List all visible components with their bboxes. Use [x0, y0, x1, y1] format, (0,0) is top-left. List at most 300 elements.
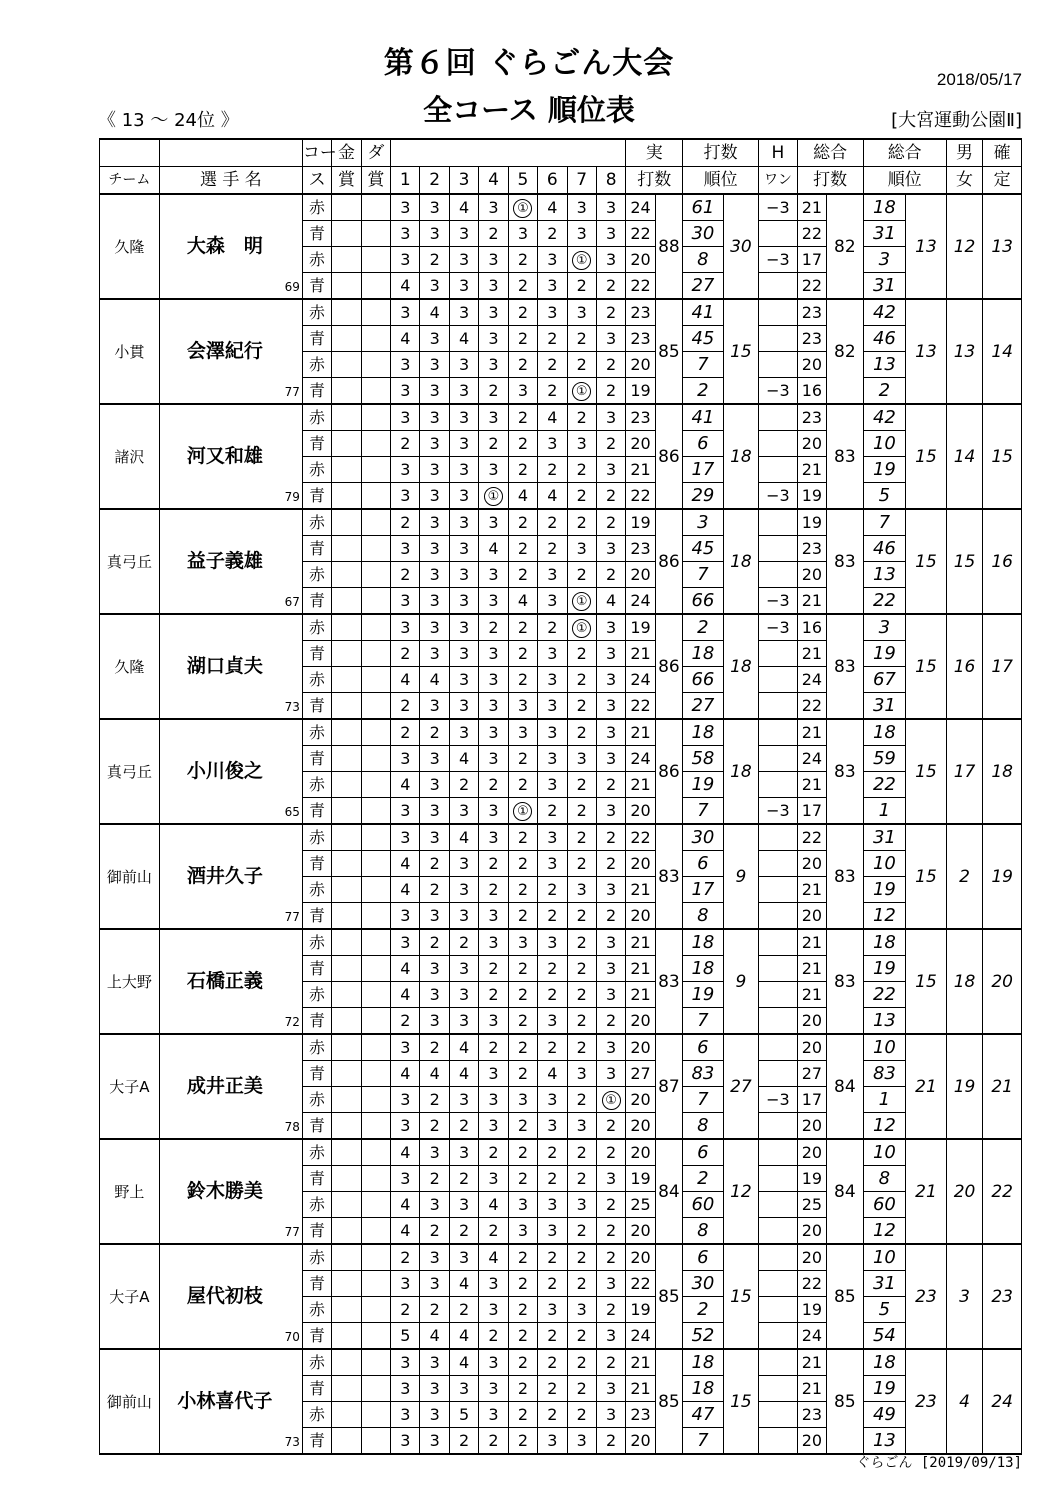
total-rank: 15 — [906, 824, 947, 929]
round-rank: 7 — [683, 1087, 724, 1113]
hole-in-one-bonus — [759, 693, 798, 720]
gold-cell — [332, 1087, 361, 1113]
da-cell — [361, 352, 390, 378]
hole-score: 2 — [538, 1244, 567, 1271]
gender-rank: 3 — [946, 1244, 983, 1349]
round-rank: 6 — [683, 1034, 724, 1061]
total-strokes: 83 — [827, 404, 864, 509]
player-name: 会澤紀行 — [186, 339, 263, 362]
course-cell: 赤 — [302, 404, 331, 431]
da-cell — [361, 194, 390, 221]
hole-score: 2 — [567, 1271, 596, 1297]
hole-score: 3 — [538, 1428, 567, 1455]
actual-total: 83 — [655, 929, 682, 1034]
actual-total: 88 — [655, 194, 682, 299]
adjusted-rank: 60 — [863, 1192, 906, 1218]
adjusted-rank: 10 — [863, 1034, 906, 1061]
total-rank: 15 — [906, 719, 947, 824]
hole-in-one-bonus — [759, 1244, 798, 1271]
gender-rank: 12 — [946, 194, 983, 299]
round-rank: 52 — [683, 1323, 724, 1350]
strokes-rank: 15 — [723, 299, 759, 404]
player-name: 河又和雄 — [186, 444, 263, 467]
hole-score: 3 — [596, 457, 625, 483]
round-sum: 20 — [626, 352, 655, 378]
hole-score: 3 — [538, 1218, 567, 1245]
hole-score: 4 — [391, 273, 420, 300]
da-cell — [361, 1218, 390, 1245]
hole-score: 2 — [508, 431, 537, 457]
round-sum: 24 — [626, 667, 655, 693]
adjusted-rank: 54 — [863, 1323, 906, 1350]
gold-cell — [332, 326, 361, 352]
hole-score: 3 — [449, 562, 478, 588]
hole-score: 2 — [567, 1139, 596, 1166]
total-rank: 23 — [906, 1244, 947, 1349]
hole-score: 3 — [596, 1034, 625, 1061]
hole-in-one-bonus — [759, 903, 798, 930]
hole-score: 2 — [508, 641, 537, 667]
hole-score: 4 — [391, 1192, 420, 1218]
adjusted-sum: 21 — [797, 772, 826, 798]
actual-total: 86 — [655, 509, 682, 614]
round-rank: 6 — [683, 851, 724, 877]
hole-in-one-bonus — [759, 1218, 798, 1245]
gold-cell — [332, 536, 361, 562]
final-rank: 14 — [983, 299, 1022, 404]
hole-in-one-bonus — [759, 719, 798, 746]
hole-score: 2 — [508, 247, 537, 273]
hole-score: 2 — [391, 562, 420, 588]
hole-score: 3 — [567, 299, 596, 326]
round-rank: 8 — [683, 1113, 724, 1140]
hole-in-one-bonus: −3 — [759, 614, 798, 641]
header-gold-top: 金 — [332, 139, 361, 167]
header-row-top — [100, 139, 1022, 167]
hole-score: 4 — [420, 667, 449, 693]
round-rank: 7 — [683, 798, 724, 825]
gold-cell — [332, 378, 361, 405]
hole-score: 3 — [449, 1139, 478, 1166]
hole-score: 2 — [538, 903, 567, 930]
gender-rank: 20 — [946, 1139, 983, 1244]
hole-score — [567, 378, 596, 405]
hole-in-one-bonus — [759, 1297, 798, 1323]
adjusted-rank: 46 — [863, 536, 906, 562]
hole-in-one-bonus — [759, 1139, 798, 1166]
hole-in-one-bonus — [759, 1008, 798, 1035]
player-age: 67 — [284, 595, 300, 609]
adjusted-sum: 17 — [797, 247, 826, 273]
hole-score: 3 — [420, 1402, 449, 1428]
strokes-rank: 18 — [723, 614, 759, 719]
hole-score: 4 — [538, 404, 567, 431]
hole-in-one-bonus — [759, 431, 798, 457]
course-cell: 赤 — [302, 247, 331, 273]
adjusted-sum: 20 — [797, 1139, 826, 1166]
adjusted-sum: 23 — [797, 299, 826, 326]
round-rank: 47 — [683, 1402, 724, 1428]
hole-score: 2 — [538, 326, 567, 352]
total-rank: 15 — [906, 614, 947, 719]
venue: [大宮運動公園Ⅱ] — [891, 110, 1022, 131]
total-strokes: 85 — [827, 1349, 864, 1454]
hole-score: 2 — [479, 877, 508, 903]
hole-score: 4 — [449, 1323, 478, 1350]
hole-score: 3 — [420, 194, 449, 221]
hole-score: 4 — [449, 1271, 478, 1297]
header-hole-7: 7 — [567, 167, 596, 195]
gold-cell — [332, 798, 361, 825]
hole-score: 4 — [391, 667, 420, 693]
adjusted-rank: 5 — [863, 1297, 906, 1323]
round-sum: 20 — [626, 851, 655, 877]
hole-score: 2 — [538, 982, 567, 1008]
hole-score: 3 — [596, 404, 625, 431]
header-hole-2: 2 — [420, 167, 449, 195]
hole-score: 2 — [567, 693, 596, 720]
da-cell — [361, 1323, 390, 1350]
hole-score: 2 — [596, 824, 625, 851]
hole-score: 2 — [596, 509, 625, 536]
da-cell — [361, 693, 390, 720]
hole-score: 2 — [508, 772, 537, 798]
hole-score: 2 — [508, 1376, 537, 1402]
final-rank: 13 — [983, 194, 1022, 299]
hole-score — [596, 1087, 625, 1113]
hole-score: 2 — [596, 562, 625, 588]
hole-score: 2 — [508, 1349, 537, 1376]
player-age: 73 — [284, 1435, 300, 1449]
round-sum: 23 — [626, 299, 655, 326]
actual-total: 87 — [655, 1034, 682, 1139]
hole-score: 3 — [596, 1402, 625, 1428]
table-row — [100, 929, 1022, 956]
round-sum: 19 — [626, 1297, 655, 1323]
actual-total: 85 — [655, 299, 682, 404]
hole-score: 3 — [596, 719, 625, 746]
total-strokes: 83 — [827, 824, 864, 929]
da-cell — [361, 798, 390, 825]
hole-score: 2 — [567, 1323, 596, 1350]
adjusted-sum: 22 — [797, 824, 826, 851]
hole-score: 3 — [449, 588, 478, 615]
hole-score: 2 — [449, 929, 478, 956]
round-sum: 22 — [626, 273, 655, 300]
course-cell: 赤 — [302, 667, 331, 693]
hole-score: 3 — [567, 1192, 596, 1218]
da-cell — [361, 1297, 390, 1323]
round-sum: 27 — [626, 1061, 655, 1087]
round-sum: 20 — [626, 903, 655, 930]
hole-in-one-mark: ① — [572, 251, 591, 270]
adjusted-sum: 23 — [797, 536, 826, 562]
hole-score: 3 — [538, 746, 567, 772]
hole-score: 3 — [596, 614, 625, 641]
hole-score: 2 — [391, 431, 420, 457]
hole-score: 2 — [508, 509, 537, 536]
gender-rank: 15 — [946, 509, 983, 614]
hole-score: 3 — [538, 1008, 567, 1035]
actual-total: 86 — [655, 719, 682, 824]
total-rank: 15 — [906, 929, 947, 1034]
gold-cell — [332, 667, 361, 693]
hole-score: 3 — [479, 404, 508, 431]
hole-score: 2 — [508, 903, 537, 930]
hole-score: 3 — [391, 378, 420, 405]
adjusted-rank: 18 — [863, 194, 906, 221]
gold-cell — [332, 641, 361, 667]
round-sum: 19 — [626, 1166, 655, 1192]
hole-score: 3 — [420, 562, 449, 588]
hole-score: 2 — [596, 1349, 625, 1376]
course-cell: 青 — [302, 746, 331, 772]
player-age: 69 — [284, 280, 300, 294]
hole-score: 3 — [391, 929, 420, 956]
final-rank: 21 — [983, 1034, 1022, 1139]
hole-score: 2 — [596, 1008, 625, 1035]
hole-in-one-bonus — [759, 1402, 798, 1428]
hole-score: 2 — [596, 851, 625, 877]
table-row — [100, 1349, 1022, 1376]
gold-cell — [332, 194, 361, 221]
adjusted-rank: 83 — [863, 1061, 906, 1087]
hole-score: 2 — [479, 614, 508, 641]
course-cell: 青 — [302, 1376, 331, 1402]
final-rank: 16 — [983, 509, 1022, 614]
player-cell — [159, 404, 302, 509]
hole-score: 3 — [420, 404, 449, 431]
hole-score: 3 — [449, 221, 478, 247]
hole-score: 3 — [508, 1087, 537, 1113]
strokes-rank: 9 — [723, 824, 759, 929]
header-hole-4: 4 — [479, 167, 508, 195]
adjusted-rank: 19 — [863, 956, 906, 982]
adjusted-sum: 21 — [797, 457, 826, 483]
header-strokes-rank-top: 打数 — [683, 139, 759, 167]
round-rank: 18 — [683, 956, 724, 982]
hole-score: 4 — [391, 982, 420, 1008]
hole-score: 3 — [449, 431, 478, 457]
hole-score: 3 — [420, 221, 449, 247]
adjusted-sum: 20 — [797, 1034, 826, 1061]
gender-rank: 4 — [946, 1349, 983, 1454]
round-rank: 17 — [683, 457, 724, 483]
round-rank: 18 — [683, 929, 724, 956]
adjusted-sum: 24 — [797, 667, 826, 693]
hole-score: 2 — [420, 1034, 449, 1061]
hole-score: 4 — [391, 851, 420, 877]
hole-score: 3 — [508, 1192, 537, 1218]
hole-score: 3 — [391, 404, 420, 431]
course-cell: 赤 — [302, 1297, 331, 1323]
gold-cell — [332, 1402, 361, 1428]
course-cell: 青 — [302, 588, 331, 615]
actual-total: 85 — [655, 1244, 682, 1349]
hole-score: 3 — [596, 194, 625, 221]
da-cell — [361, 982, 390, 1008]
hole-in-one-mark: ① — [602, 1091, 621, 1110]
adjusted-rank: 12 — [863, 1113, 906, 1140]
hole-in-one-mark: ① — [572, 592, 591, 611]
hole-score: 2 — [449, 1428, 478, 1455]
hole-in-one-bonus — [759, 1349, 798, 1376]
header-hio-bottom: ワン — [759, 167, 798, 195]
header-hole-8: 8 — [596, 167, 625, 195]
hole-score: 3 — [420, 903, 449, 930]
hole-score: 3 — [391, 221, 420, 247]
hole-score: 2 — [567, 982, 596, 1008]
hole-score: 3 — [538, 1087, 567, 1113]
total-rank: 21 — [906, 1139, 947, 1244]
adjusted-rank: 31 — [863, 693, 906, 720]
da-cell — [361, 1113, 390, 1140]
adjusted-sum: 23 — [797, 326, 826, 352]
hole-score: 3 — [420, 1428, 449, 1455]
course-cell: 青 — [302, 1323, 331, 1350]
hole-score: 3 — [538, 247, 567, 273]
player-name: 酒井久子 — [186, 864, 263, 887]
adjusted-sum: 21 — [797, 1376, 826, 1402]
hole-in-one-bonus — [759, 457, 798, 483]
hole-score: 3 — [538, 824, 567, 851]
hole-score: 4 — [449, 194, 478, 221]
hole-score: 3 — [391, 194, 420, 221]
round-sum: 19 — [626, 378, 655, 405]
header-gender-bottom: 女 — [946, 167, 983, 195]
hole-score: 2 — [567, 851, 596, 877]
course-cell: 青 — [302, 641, 331, 667]
hole-score: 2 — [508, 746, 537, 772]
hole-in-one-bonus — [759, 1192, 798, 1218]
hole-score: 2 — [596, 378, 625, 405]
hole-score: 4 — [391, 772, 420, 798]
hole-score: 2 — [508, 326, 537, 352]
player-name: 石橋正義 — [186, 969, 263, 992]
hole-score: 4 — [391, 1218, 420, 1245]
gold-cell — [332, 1139, 361, 1166]
hole-score: 2 — [567, 404, 596, 431]
final-rank: 22 — [983, 1139, 1022, 1244]
player-cell — [159, 1034, 302, 1139]
hole-score: 3 — [391, 1087, 420, 1113]
adjusted-sum: 21 — [797, 194, 826, 221]
hole-score: 2 — [508, 1244, 537, 1271]
hole-score: 3 — [596, 326, 625, 352]
hole-score: 2 — [596, 273, 625, 300]
hole-score: 3 — [391, 1402, 420, 1428]
team-name: 小貫 — [100, 299, 160, 404]
round-rank: 41 — [683, 404, 724, 431]
round-sum: 21 — [626, 982, 655, 1008]
hole-score: 3 — [596, 221, 625, 247]
hole-score: 2 — [508, 1166, 537, 1192]
player-age: 72 — [284, 1015, 300, 1029]
round-sum: 22 — [626, 221, 655, 247]
course-cell: 青 — [302, 326, 331, 352]
hole-score: 2 — [596, 1297, 625, 1323]
adjusted-rank: 13 — [863, 1428, 906, 1455]
hole-score: 3 — [449, 1087, 478, 1113]
adjusted-rank: 12 — [863, 903, 906, 930]
round-rank: 8 — [683, 1218, 724, 1245]
team-name: 久隆 — [100, 614, 160, 719]
hole-score: 2 — [567, 1376, 596, 1402]
round-sum: 20 — [626, 798, 655, 825]
da-cell — [361, 614, 390, 641]
strokes-rank: 18 — [723, 509, 759, 614]
hole-in-one-bonus — [759, 404, 798, 431]
hole-score: 2 — [596, 1428, 625, 1455]
player-cell — [159, 299, 302, 404]
adjusted-rank: 10 — [863, 851, 906, 877]
adjusted-sum: 21 — [797, 1349, 826, 1376]
hole-score: 2 — [596, 352, 625, 378]
round-sum: 20 — [626, 1244, 655, 1271]
player-cell — [159, 719, 302, 824]
round-rank: 60 — [683, 1192, 724, 1218]
da-cell — [361, 772, 390, 798]
hole-score: 2 — [479, 378, 508, 405]
gold-cell — [332, 247, 361, 273]
adjusted-rank: 13 — [863, 352, 906, 378]
hole-score: 3 — [596, 536, 625, 562]
hole-score: 3 — [479, 903, 508, 930]
da-cell — [361, 1402, 390, 1428]
hole-in-one-bonus — [759, 273, 798, 300]
hole-score: 3 — [538, 431, 567, 457]
table-row — [100, 509, 1022, 536]
round-rank: 8 — [683, 247, 724, 273]
adjusted-sum: 20 — [797, 851, 826, 877]
hole-score: 2 — [567, 1244, 596, 1271]
hole-score: 4 — [420, 1061, 449, 1087]
adjusted-rank: 1 — [863, 798, 906, 825]
adjusted-rank: 31 — [863, 824, 906, 851]
total-rank: 23 — [906, 1349, 947, 1454]
adjusted-sum: 20 — [797, 562, 826, 588]
hole-score: 2 — [567, 719, 596, 746]
hole-score: 2 — [508, 1061, 537, 1087]
hole-in-one-bonus — [759, 536, 798, 562]
hole-score: 2 — [391, 693, 420, 720]
hole-score: 2 — [479, 956, 508, 982]
adjusted-rank: 22 — [863, 982, 906, 1008]
table-row — [100, 614, 1022, 641]
hole-score: 3 — [596, 693, 625, 720]
da-cell — [361, 746, 390, 772]
final-rank: 19 — [983, 824, 1022, 929]
round-rank: 30 — [683, 221, 724, 247]
player-cell — [159, 1139, 302, 1244]
da-cell — [361, 299, 390, 326]
hole-score: 2 — [567, 903, 596, 930]
gender-rank: 16 — [946, 614, 983, 719]
gold-cell — [332, 1008, 361, 1035]
da-cell — [361, 378, 390, 405]
hole-score: 3 — [391, 588, 420, 615]
table-row — [100, 1244, 1022, 1271]
hole-score: 3 — [596, 798, 625, 825]
gold-cell — [332, 614, 361, 641]
hole-in-one-bonus — [759, 1376, 798, 1402]
round-rank: 30 — [683, 824, 724, 851]
gold-cell — [332, 746, 361, 772]
hole-score: 3 — [391, 903, 420, 930]
round-sum: 21 — [626, 929, 655, 956]
final-rank: 18 — [983, 719, 1022, 824]
adjusted-rank: 49 — [863, 1402, 906, 1428]
